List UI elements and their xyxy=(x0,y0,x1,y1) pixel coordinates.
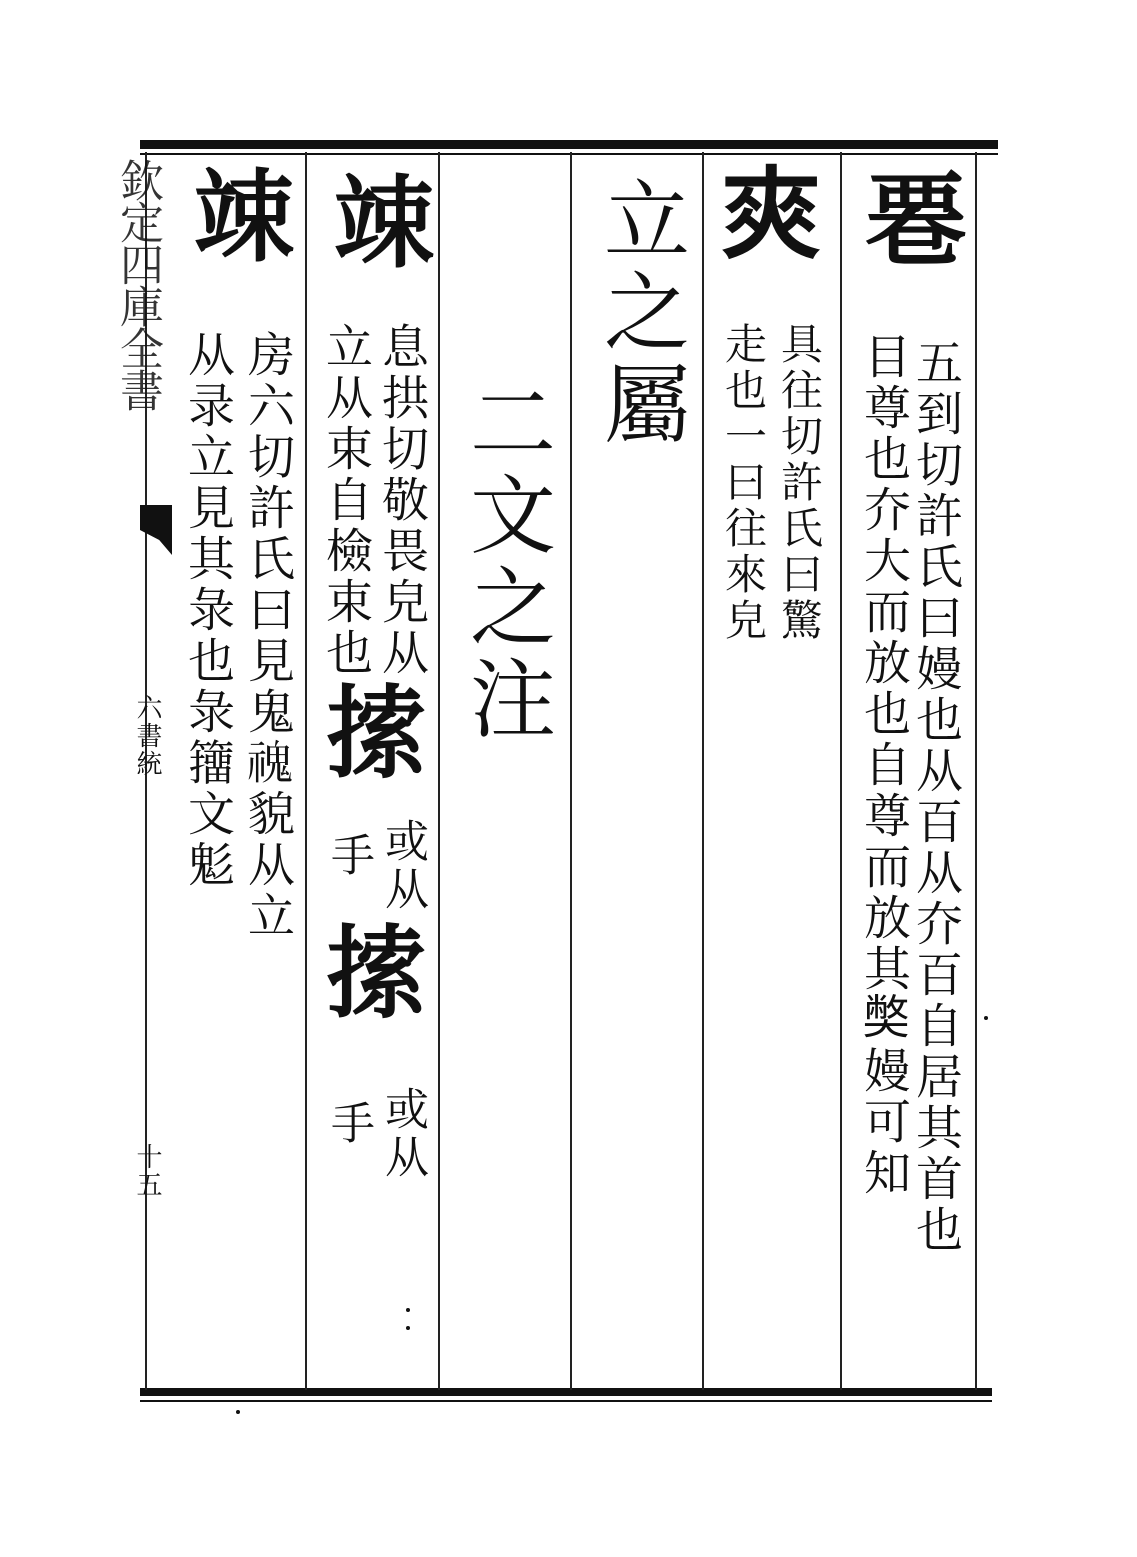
gloss-text: 目尊也夰大而放也自尊而放其𡚁嫚可知 xyxy=(856,332,911,1199)
top-border-thin-rule xyxy=(140,153,998,155)
gloss-text: 息拱切敬畏皃从 xyxy=(374,322,429,679)
seal-character: 竦 xyxy=(317,170,435,262)
column-divider xyxy=(975,152,977,1390)
scan-speck xyxy=(984,1016,988,1020)
column-divider xyxy=(702,152,704,1390)
gloss-text: 具往切許氏曰驚 xyxy=(775,322,824,644)
page-number: 十五 xyxy=(132,1143,162,1199)
column-divider xyxy=(570,152,572,1390)
variant-gloss: 手 xyxy=(323,1100,374,1148)
variant-gloss: 手 xyxy=(323,832,374,880)
variant-note: 或从 xyxy=(377,1086,428,1182)
scan-speck xyxy=(236,1410,240,1414)
gloss-text: 五到切許氏曰嫚也从百从夰百自居其首也 xyxy=(908,338,963,1256)
variant-seal-character: 𢱢 xyxy=(309,920,427,1010)
section-heading: 立之屬 xyxy=(589,175,689,451)
column-divider xyxy=(305,152,307,1390)
seal-character: 䙴 xyxy=(849,168,967,260)
seal-character: 𡙁 xyxy=(709,166,827,258)
book-title: 欽定四庫全書 xyxy=(112,158,163,410)
gloss-text: 走也一曰往來皃 xyxy=(719,322,768,644)
section-heading: 二文之注 xyxy=(455,378,555,746)
top-border-rule xyxy=(140,140,998,149)
column-divider xyxy=(438,152,440,1390)
variant-seal-character: 𢱢 xyxy=(309,680,427,770)
scan-speck xyxy=(406,1308,410,1312)
bottom-border-rule xyxy=(140,1388,992,1396)
gloss-text: 房六切許氏曰見鬼𩲡貌从立 xyxy=(240,330,295,942)
gloss-text: 从录立見其彔也彔籒文鬽 xyxy=(180,330,235,891)
seal-character: 竦 xyxy=(177,164,295,256)
variant-note: 或从 xyxy=(377,818,428,914)
bottom-border-thin-rule xyxy=(140,1400,992,1402)
scan-speck xyxy=(406,1326,410,1330)
column-divider xyxy=(840,152,842,1390)
gloss-text: 立从束自檢束也 xyxy=(318,322,373,679)
section-title: 六書統 xyxy=(132,694,162,778)
